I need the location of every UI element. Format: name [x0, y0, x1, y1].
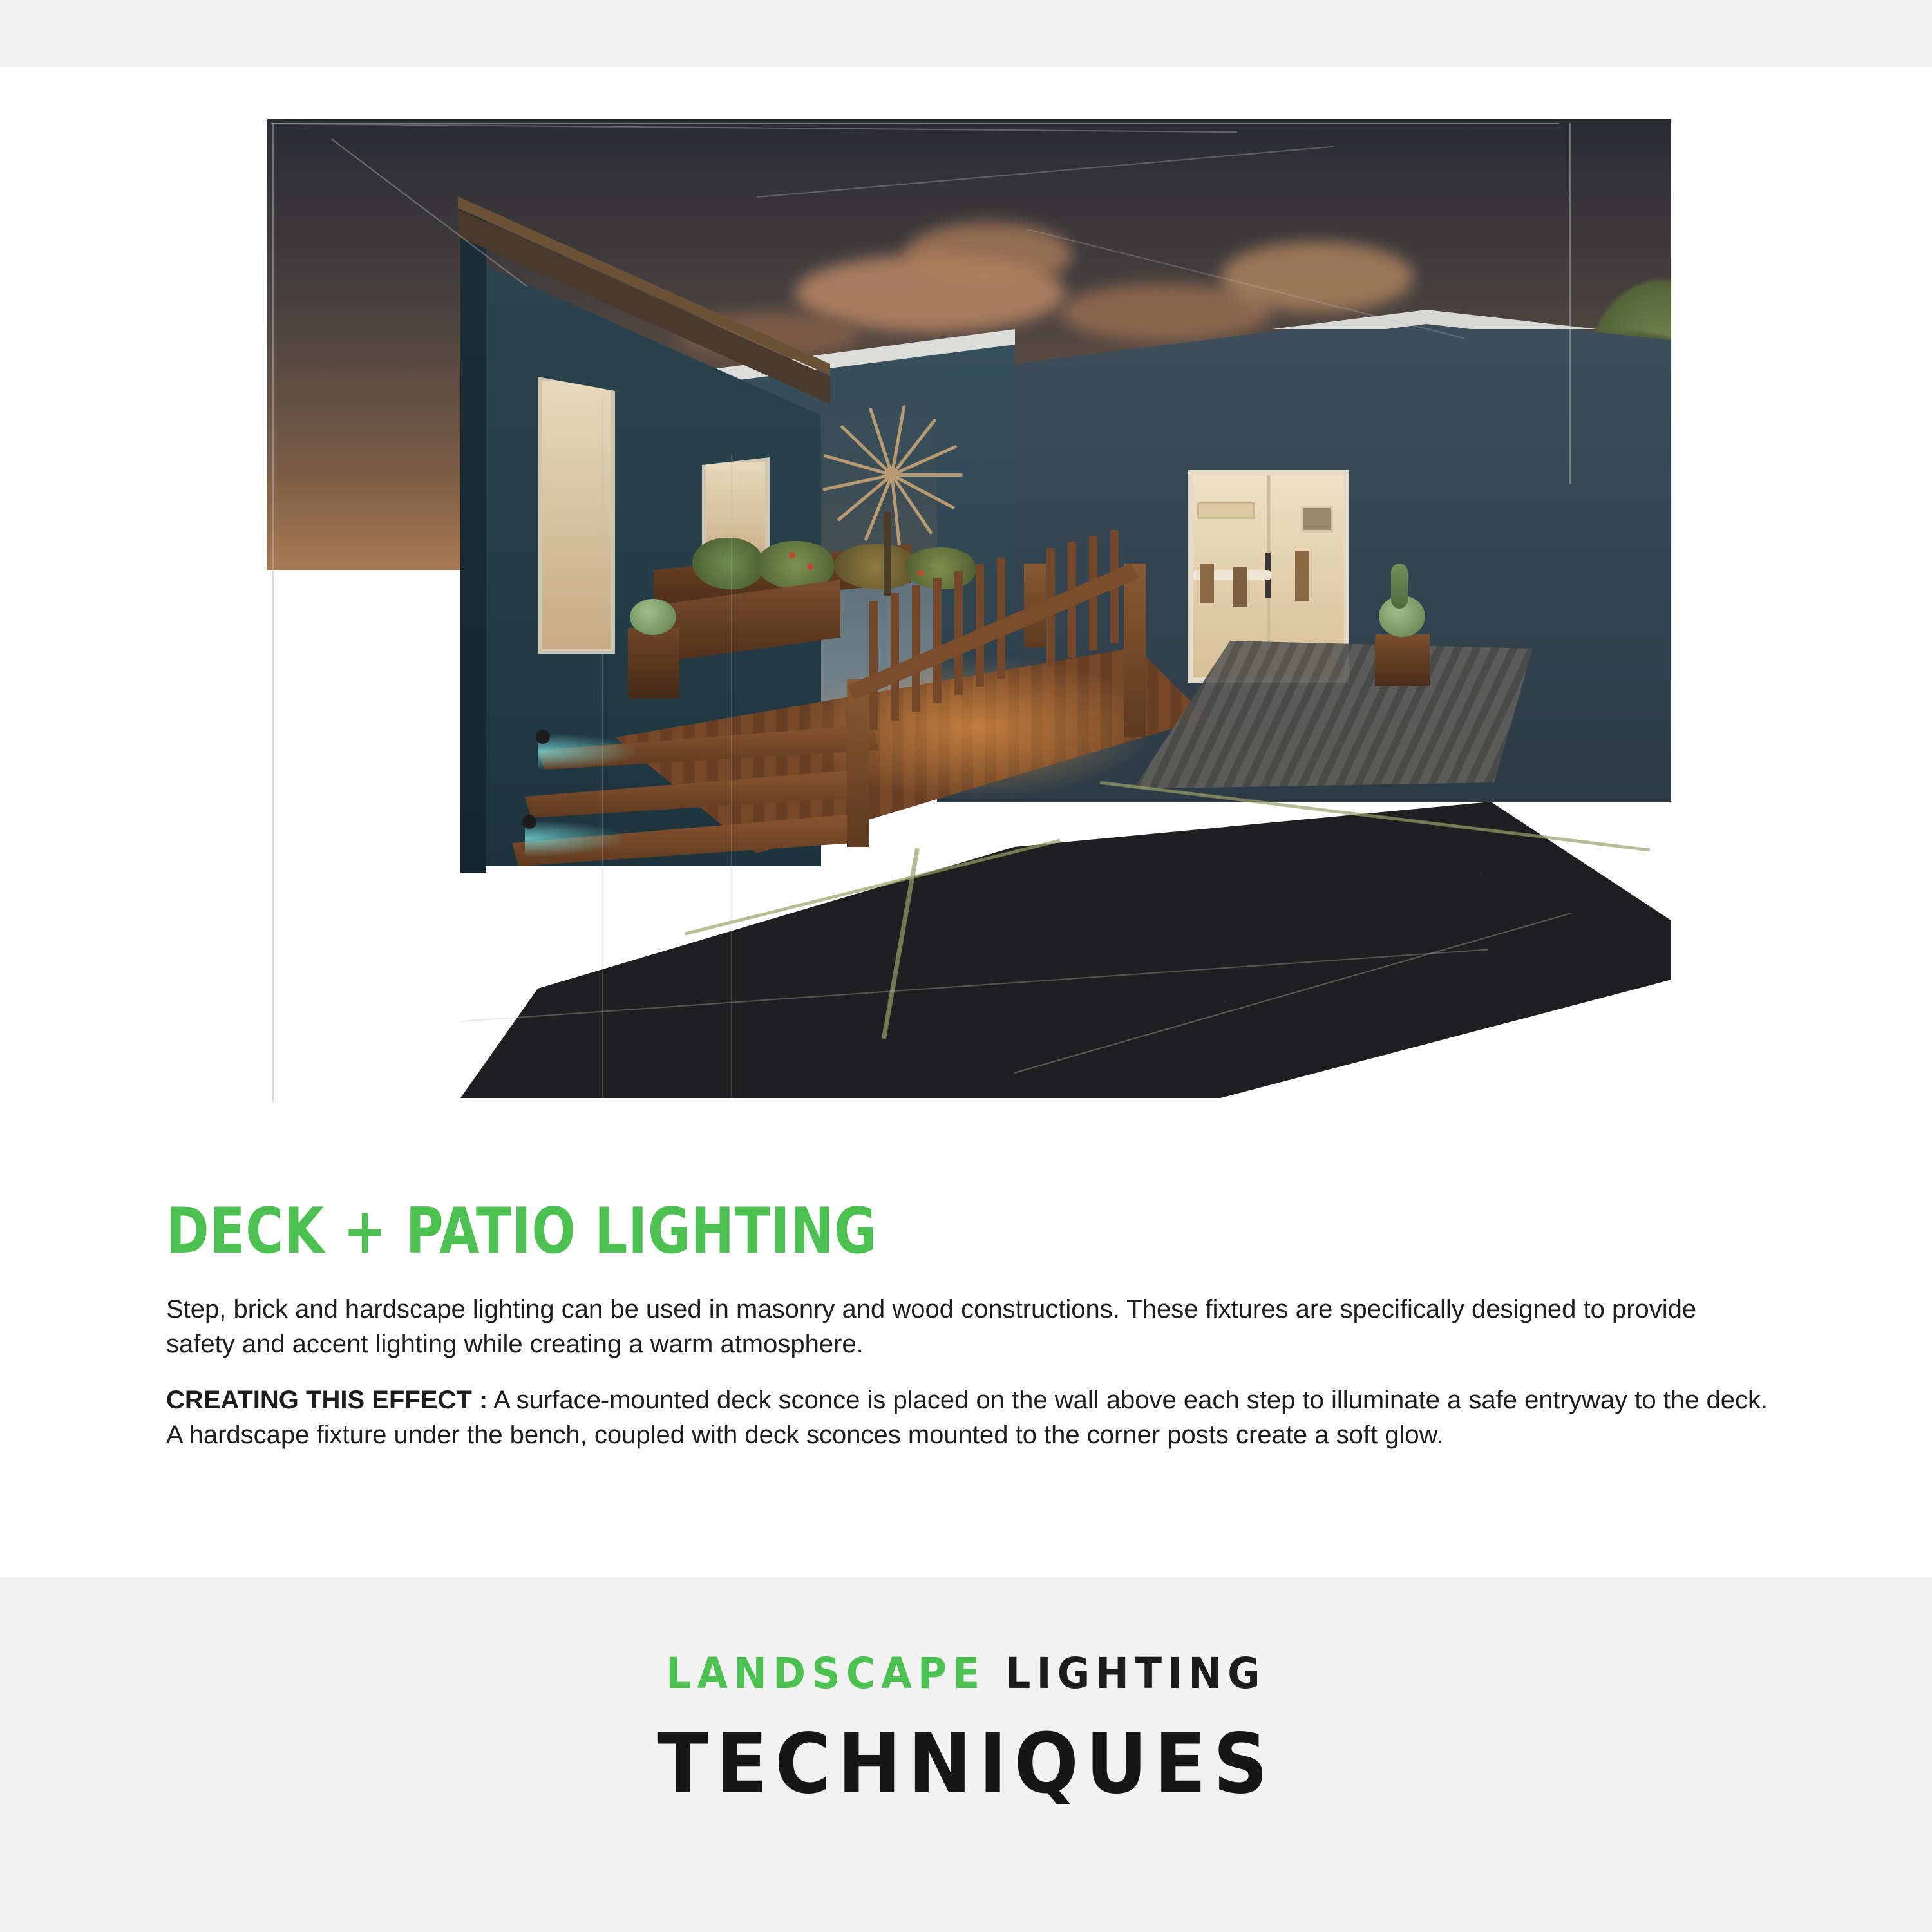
deck-sconce-fixture — [536, 730, 550, 744]
palm-frond — [892, 473, 963, 477]
interior-chair — [1200, 564, 1214, 603]
interior-picture — [1301, 506, 1333, 533]
shrub — [757, 541, 834, 589]
construction-line — [602, 396, 603, 1098]
step-light-glow — [525, 821, 621, 856]
planter-pot — [1375, 634, 1430, 686]
construction-line — [271, 123, 1559, 124]
illustration-figure — [267, 119, 1736, 1111]
house-corner — [460, 209, 486, 873]
article-text — [166, 1195, 1789, 1452]
railing-post — [1124, 564, 1146, 737]
interior-chair — [1295, 551, 1309, 601]
effect-label: CREATING THIS EFFECT : — [166, 1386, 488, 1415]
railing-baluster — [954, 571, 963, 695]
footer-word-lighting: LIGHTING — [1005, 1649, 1266, 1698]
deck-sconce-fixture — [522, 815, 536, 829]
footer-line-2: TECHNIQUES — [657, 1716, 1275, 1812]
palm-tree — [821, 402, 963, 544]
barrel-cactus — [630, 599, 676, 635]
construction-line — [731, 454, 732, 1098]
top-band — [0, 0, 1932, 67]
night-scene — [267, 119, 1671, 1111]
paragraph-intro: Step, brick and hardscape lighting can be used in masonry and wood constructions. These fixtures are specifically designed to provide safety and accent lighting while creating a warm atmosphere. — [166, 1295, 1697, 1358]
shrub — [692, 538, 763, 589]
paragraph-effect — [166, 1383, 1770, 1452]
footer-word-landscape: LANDSCAPE — [666, 1649, 986, 1698]
footer-line-1 — [68, 1649, 1864, 1698]
footer — [0, 1649, 1932, 1812]
interior-chair — [1233, 567, 1247, 607]
step-light-glow — [538, 734, 634, 769]
railing-baluster — [869, 601, 878, 730]
railing-post — [847, 679, 869, 847]
flower — [918, 570, 924, 576]
railing-baluster — [912, 585, 920, 712]
interior-shelf — [1197, 502, 1255, 519]
planter-pot — [628, 628, 679, 699]
cloud — [905, 222, 1072, 287]
railing-baluster — [933, 578, 942, 703]
columnar-cactus — [1391, 564, 1408, 609]
railing-baluster — [976, 564, 984, 687]
railing-baluster — [891, 593, 899, 721]
construction-line — [272, 123, 274, 1102]
flower — [807, 564, 813, 570]
window — [538, 377, 615, 654]
effect-text: A surface-mounted deck sconce is placed on the wall above each step to illuminate a safe entryway to the deck. A hardscape fixture under the bench, coupled with deck sconces mounted to the corner posts create a soft glow. — [166, 1386, 1768, 1449]
construction-line — [1569, 123, 1571, 484]
page-title: DECK + PATIO LIGHTING — [166, 1195, 878, 1268]
flower — [789, 552, 795, 558]
